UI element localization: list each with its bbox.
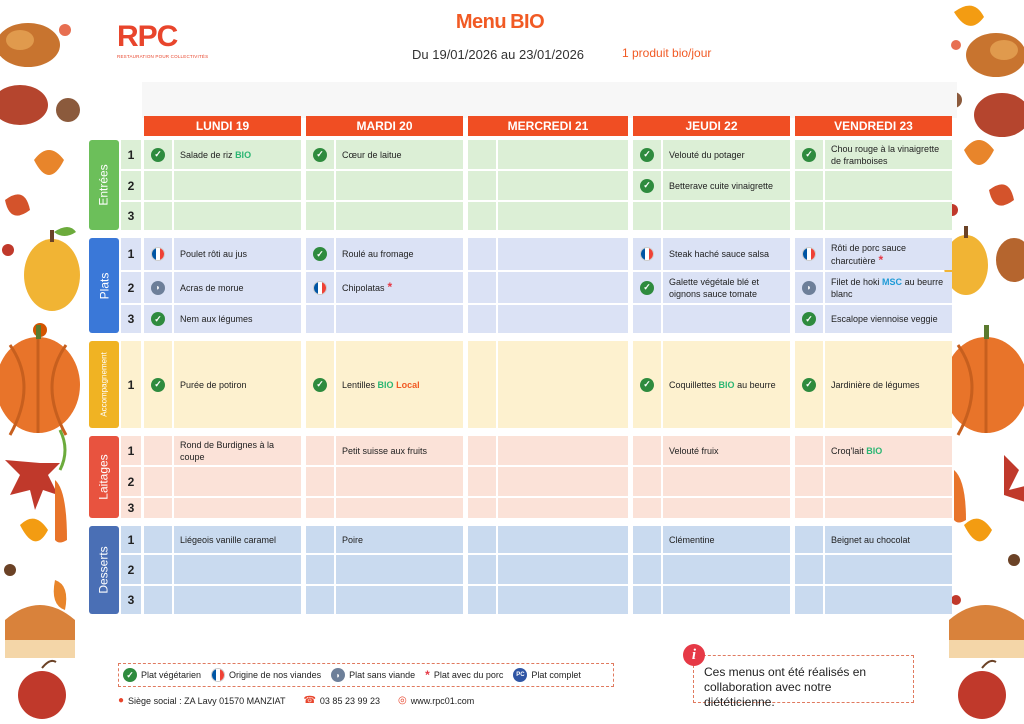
- veg-icon: ✓: [123, 668, 137, 682]
- legend-origin: [211, 668, 321, 682]
- address-text: Siège social : ZA Lavy 01570 MANZIAT: [128, 695, 286, 706]
- icon-cell: [633, 586, 661, 614]
- dish-name: [180, 534, 276, 546]
- legend-pork-label: Plat avec du porc: [433, 670, 504, 680]
- menu-cell-vendredi: [825, 436, 952, 465]
- dish-text: Nem aux légumes: [180, 314, 253, 324]
- row-number: 2: [121, 171, 141, 200]
- fr-flag-icon: [640, 247, 654, 261]
- section-label-text: Plats: [97, 272, 111, 299]
- row-number: 1: [121, 238, 141, 270]
- menu-cell-lundi: [174, 202, 301, 230]
- icon-cell: [468, 467, 496, 496]
- menu-cell-jeudi: [663, 238, 790, 270]
- icon-cell: [795, 202, 823, 230]
- dish-text: Steak haché sauce salsa: [669, 249, 770, 259]
- info-icon: i: [683, 644, 705, 666]
- menu-cell-mardi: [336, 140, 463, 169]
- menu-cell-jeudi: [663, 555, 790, 584]
- dish-text: Clémentine: [669, 534, 715, 545]
- menu-cell-lundi: [174, 555, 301, 584]
- contact-phone: [303, 695, 380, 706]
- menu-cell-jeudi: [663, 272, 790, 303]
- icon-cell: [306, 305, 334, 333]
- menu-cell-mardi: [336, 436, 463, 465]
- veg-icon: ✓: [640, 179, 654, 193]
- menu-cell-lundi: [174, 586, 301, 614]
- dish-name: [831, 534, 910, 546]
- menu-cell-mardi: [336, 171, 463, 200]
- dish-text: Jardinière de légumes: [831, 379, 920, 390]
- dish-text: Filet de hoki: [831, 276, 880, 287]
- veg-icon: ✓: [151, 148, 165, 162]
- dish-text: Poire: [342, 534, 364, 545]
- legend-no-meat: [331, 668, 415, 682]
- menu-cell-vendredi: [825, 586, 952, 614]
- dish-text: Escalope viennoise veggie: [831, 314, 938, 324]
- bio-tag: BIO: [235, 149, 252, 160]
- menu-cell-lundi: [174, 238, 301, 270]
- icon-cell: [144, 341, 172, 428]
- dietitian-note: Ces menus ont été réalisés en collaboration avec notre diététicienne.: [693, 655, 914, 703]
- menu-cell-jeudi: [663, 498, 790, 518]
- dish-text: Chou rouge à la vinaigrette de framboises: [831, 143, 940, 166]
- icon-cell: [306, 498, 334, 518]
- icon-cell: [306, 140, 334, 169]
- pork-star-icon: *: [878, 252, 884, 267]
- contact-bar: [118, 695, 492, 706]
- icon-cell: [306, 526, 334, 553]
- icon-cell: [468, 526, 496, 553]
- icon-cell: [306, 467, 334, 496]
- row-number: 2: [121, 272, 141, 303]
- menu-cell-vendredi: [825, 555, 952, 584]
- icon-cell: [144, 498, 172, 518]
- dish-name: [180, 439, 295, 463]
- menu-cell-lundi: [174, 305, 301, 333]
- menu-cell-vendredi: [825, 526, 952, 553]
- dish-text: Poulet rôti au jus: [180, 249, 248, 259]
- dish-text: Galette végétale blé et oignons sauce tomate: [669, 276, 760, 299]
- left-decoration: [0, 0, 80, 724]
- day-header-mercredi: MERCREDI 21: [468, 116, 628, 136]
- section-label-accompagnement: [89, 341, 119, 428]
- icon-cell: [144, 526, 172, 553]
- icon-cell: [306, 171, 334, 200]
- menu-cell-lundi: [174, 498, 301, 518]
- menu-cell-jeudi: [663, 305, 790, 333]
- legend-vegetarian: [123, 668, 201, 682]
- icon-cell: [633, 467, 661, 496]
- menu-cell-mercredi: [498, 436, 628, 465]
- row-number: 1: [121, 341, 141, 428]
- icon-cell: [144, 272, 172, 303]
- fish-icon: ◗: [151, 281, 165, 295]
- menu-cell-vendredi: [825, 272, 952, 303]
- row-number: 1: [121, 140, 141, 169]
- menu-cell-jeudi: [663, 341, 790, 428]
- section-label-plats: [89, 238, 119, 333]
- dish-text: Coquillettes: [669, 379, 717, 390]
- menu-cell-lundi: [174, 341, 301, 428]
- dish-text: Purée de potiron: [180, 379, 247, 390]
- bio-tag: BIO: [718, 379, 735, 390]
- row-number: 3: [121, 498, 141, 518]
- menu-cell-vendredi: [825, 341, 952, 428]
- menu-cell-mercredi: [498, 586, 628, 614]
- contact-address: [118, 695, 285, 706]
- row-number: 2: [121, 555, 141, 584]
- row-number: 3: [121, 586, 141, 614]
- menu-cell-vendredi: [825, 202, 952, 230]
- icon-cell: [468, 202, 496, 230]
- menu-cell-mercredi: [498, 498, 628, 518]
- dish-text: Chipolatas: [342, 283, 385, 293]
- pc-icon: PC: [513, 668, 527, 682]
- icon-cell: [306, 272, 334, 303]
- dish-name: [669, 276, 784, 300]
- menu-cell-lundi: [174, 272, 301, 303]
- dish-name: [831, 242, 946, 267]
- website-text[interactable]: www.rpc01.com: [410, 695, 475, 706]
- icon-cell: [795, 526, 823, 553]
- veg-icon: ✓: [151, 378, 165, 392]
- legend-complete-label: Plat complet: [531, 670, 581, 680]
- dish-text: Velouté du potager: [669, 149, 745, 160]
- menu-cell-mercredi: [498, 555, 628, 584]
- menu-cell-vendredi: [825, 467, 952, 496]
- section-label-text: Desserts: [97, 546, 111, 594]
- icon-cell: [144, 305, 172, 333]
- menu-cell-vendredi: [825, 498, 952, 518]
- menu-cell-jeudi: [663, 140, 790, 169]
- menu-cell-jeudi: [663, 467, 790, 496]
- icon-cell: [795, 140, 823, 169]
- veg-icon: ✓: [802, 312, 816, 326]
- logo-text: RPC: [117, 20, 178, 53]
- dish-text: Betterave cuite vinaigrette: [669, 180, 774, 191]
- dish-name: [180, 282, 244, 294]
- menu-cell-vendredi: [825, 305, 952, 333]
- bio-tag: BIO: [866, 445, 883, 456]
- title-suffix: BIO: [510, 11, 545, 33]
- day-header-vendredi: VENDREDI 23: [795, 116, 952, 136]
- dish-name: [669, 379, 776, 391]
- dish-name: [669, 180, 773, 192]
- header-band: [142, 82, 957, 118]
- day-header-mardi: MARDI 20: [306, 116, 463, 136]
- veg-icon: ✓: [640, 281, 654, 295]
- icon-cell: [468, 171, 496, 200]
- legend-complete: [513, 668, 581, 682]
- day-header-lundi: LUNDI 19: [144, 116, 301, 136]
- section-label-desserts: [89, 526, 119, 614]
- dish-name: [342, 445, 427, 457]
- menu-cell-lundi: [174, 467, 301, 496]
- fr-flag-icon: [211, 668, 225, 682]
- dish-name: [669, 445, 719, 457]
- veg-icon: ✓: [640, 148, 654, 162]
- dish-text: Lentilles: [342, 379, 376, 390]
- dish-name: [342, 248, 414, 260]
- icon-cell: [144, 467, 172, 496]
- dish-name: [342, 149, 402, 161]
- icon-cell: [795, 305, 823, 333]
- section-label-entrees: [89, 140, 119, 230]
- menu-cell-mardi: [336, 238, 463, 270]
- dish-name: [342, 379, 420, 391]
- dish-name: [669, 149, 745, 161]
- icon-cell: [633, 140, 661, 169]
- dish-text: Beignet au chocolat: [831, 534, 911, 545]
- legend-pork: [425, 668, 503, 682]
- dish-text: Velouté fruix: [669, 445, 719, 456]
- page-title: [0, 11, 1000, 34]
- icon-cell: [306, 436, 334, 465]
- icon-cell: [633, 305, 661, 333]
- menu-cell-mardi: [336, 498, 463, 518]
- dish-name: [180, 149, 251, 161]
- icon-cell: [144, 171, 172, 200]
- menu-cell-jeudi: [663, 171, 790, 200]
- icon-cell: [468, 140, 496, 169]
- menu-cell-mercredi: [498, 467, 628, 496]
- icon-cell: [468, 305, 496, 333]
- contact-website[interactable]: [398, 695, 474, 706]
- fr-flag-icon: [802, 247, 816, 261]
- dish-text: Liégeois vanille caramel: [180, 534, 277, 545]
- bio-note: 1 produit bio/jour: [622, 46, 712, 60]
- icon-cell: [306, 555, 334, 584]
- dish-name: [669, 534, 715, 546]
- menu-cell-vendredi: [825, 171, 952, 200]
- menu-cell-lundi: [174, 171, 301, 200]
- icon-cell: [795, 498, 823, 518]
- icon-cell: [633, 526, 661, 553]
- date-range: Du 19/01/2026 au 23/01/2026: [412, 47, 585, 62]
- dish-name: [180, 248, 247, 260]
- dish-name: [831, 445, 882, 457]
- section-label-laitages: [89, 436, 119, 518]
- dish-name: [831, 379, 920, 391]
- veg-icon: ✓: [802, 378, 816, 392]
- icon-cell: [144, 586, 172, 614]
- menu-cell-lundi: [174, 140, 301, 169]
- veg-icon: ✓: [313, 148, 327, 162]
- icon-cell: [144, 140, 172, 169]
- menu-cell-mercredi: [498, 171, 628, 200]
- location-pin-icon: ●: [118, 695, 125, 706]
- menu-cell-mercredi: [498, 202, 628, 230]
- dish-name: [669, 248, 769, 260]
- icon-cell: [468, 586, 496, 614]
- icon-cell: [144, 555, 172, 584]
- menu-cell-mardi: [336, 467, 463, 496]
- menu-cell-jeudi: [663, 586, 790, 614]
- dish-text: Croq'lait: [831, 445, 864, 456]
- dish-name: [831, 313, 938, 325]
- menu-cell-mardi: [336, 202, 463, 230]
- menu-cell-mercredi: [498, 305, 628, 333]
- veg-icon: ✓: [640, 378, 654, 392]
- phone-icon: ☎: [303, 695, 316, 706]
- dish-name: [342, 534, 363, 546]
- icon-cell: [468, 238, 496, 270]
- section-label-text: Laitages: [97, 454, 111, 500]
- icon-cell: [468, 436, 496, 465]
- menu-cell-mercredi: [498, 140, 628, 169]
- icon-cell: [795, 341, 823, 428]
- menu-cell-mardi: [336, 586, 463, 614]
- menu-cell-lundi: [174, 436, 301, 465]
- dish-name: [180, 379, 247, 391]
- menu-cell-mardi: [336, 272, 463, 303]
- dish-name: [831, 276, 946, 300]
- dish-name: [831, 143, 946, 167]
- dish-name: [342, 281, 392, 294]
- fish-icon: ◗: [802, 281, 816, 295]
- menu-cell-jeudi: [663, 436, 790, 465]
- icon-cell: [633, 555, 661, 584]
- fr-flag-icon: [313, 281, 327, 295]
- section-label-text: Entrées: [97, 164, 112, 206]
- dish-text-suffix: au beurre: [737, 379, 776, 390]
- menu-cell-jeudi: [663, 526, 790, 553]
- icon-cell: [795, 586, 823, 614]
- dish-text: Roulé au fromage: [342, 249, 414, 259]
- menu-cell-lundi: [174, 526, 301, 553]
- icon-cell: [795, 555, 823, 584]
- menu-cell-jeudi: [663, 202, 790, 230]
- icon-cell: [306, 202, 334, 230]
- legend-origin-label: Origine de nos viandes: [229, 670, 322, 680]
- menu-cell-vendredi: [825, 140, 952, 169]
- day-header-jeudi: JEUDI 22: [633, 116, 790, 136]
- row-number: 3: [121, 202, 141, 230]
- menu-cell-mardi: [336, 305, 463, 333]
- autumn-illustration-left: [0, 0, 80, 724]
- icon-cell: [468, 272, 496, 303]
- fr-flag-icon: [151, 247, 165, 261]
- title-prefix: Menu: [455, 11, 507, 33]
- dish-text: Salade de riz: [180, 149, 233, 160]
- fish-icon: ◗: [331, 668, 345, 682]
- menu-cell-mercredi: [498, 272, 628, 303]
- menu-cell-mercredi: [498, 526, 628, 553]
- icon-cell: [633, 171, 661, 200]
- veg-icon: ✓: [802, 148, 816, 162]
- icon-cell: [633, 498, 661, 518]
- dish-name: [180, 313, 253, 325]
- dish-text: Petit suisse aux fruits: [342, 445, 428, 456]
- icon-cell: [468, 498, 496, 518]
- row-number: 3: [121, 305, 141, 333]
- veg-icon: ✓: [313, 247, 327, 261]
- legend-vegetarian-label: Plat végétarien: [141, 670, 202, 680]
- icon-cell: [633, 436, 661, 465]
- icon-cell: [306, 238, 334, 270]
- logo-tagline: RESTAURATION POUR COLLECTIVITÉS: [117, 54, 209, 59]
- icon-cell: [306, 586, 334, 614]
- icon-cell: [795, 467, 823, 496]
- icon-cell: [468, 555, 496, 584]
- dish-text: Cœur de laitue: [342, 149, 402, 160]
- menu-cell-mercredi: [498, 238, 628, 270]
- menu-cell-mardi: [336, 555, 463, 584]
- dish-text: Acras de morue: [180, 282, 244, 293]
- bio-tag: BIO: [377, 379, 394, 390]
- icon-cell: [306, 341, 334, 428]
- icon-cell: [144, 202, 172, 230]
- menu-cell-mardi: [336, 341, 463, 428]
- menu-cell-vendredi: [825, 238, 952, 270]
- local-tag: Local: [396, 379, 420, 390]
- dish-text-suffix: au beurre blanc: [831, 276, 944, 299]
- legend-no-meat-label: Plat sans viande: [349, 670, 416, 680]
- icon-cell: [795, 436, 823, 465]
- veg-icon: ✓: [313, 378, 327, 392]
- icon-cell: [633, 341, 661, 428]
- menu-cell-mercredi: [498, 341, 628, 428]
- icon-cell: [144, 436, 172, 465]
- row-number: 1: [121, 526, 141, 553]
- legend: [118, 663, 614, 687]
- row-number: 2: [121, 467, 141, 496]
- menu-cell-mardi: [336, 526, 463, 553]
- row-number: 1: [121, 436, 141, 465]
- globe-icon: ◎: [397, 695, 407, 706]
- icon-cell: [633, 238, 661, 270]
- phone-text: 03 85 23 99 23: [319, 695, 380, 706]
- pork-star-icon: *: [387, 280, 393, 294]
- icon-cell: [795, 272, 823, 303]
- pork-star-icon: *: [425, 668, 430, 682]
- icon-cell: [795, 238, 823, 270]
- icon-cell: [795, 171, 823, 200]
- section-label-text: Accompagnement: [99, 352, 109, 417]
- msc-tag: MSC: [882, 276, 903, 287]
- dish-text: Rond de Burdignes à la coupe: [180, 439, 275, 462]
- icon-cell: [468, 341, 496, 428]
- icon-cell: [633, 202, 661, 230]
- icon-cell: [633, 272, 661, 303]
- dish-text: Rôti de porc sauce charcutière: [831, 242, 907, 266]
- veg-icon: ✓: [151, 312, 165, 326]
- icon-cell: [144, 238, 172, 270]
